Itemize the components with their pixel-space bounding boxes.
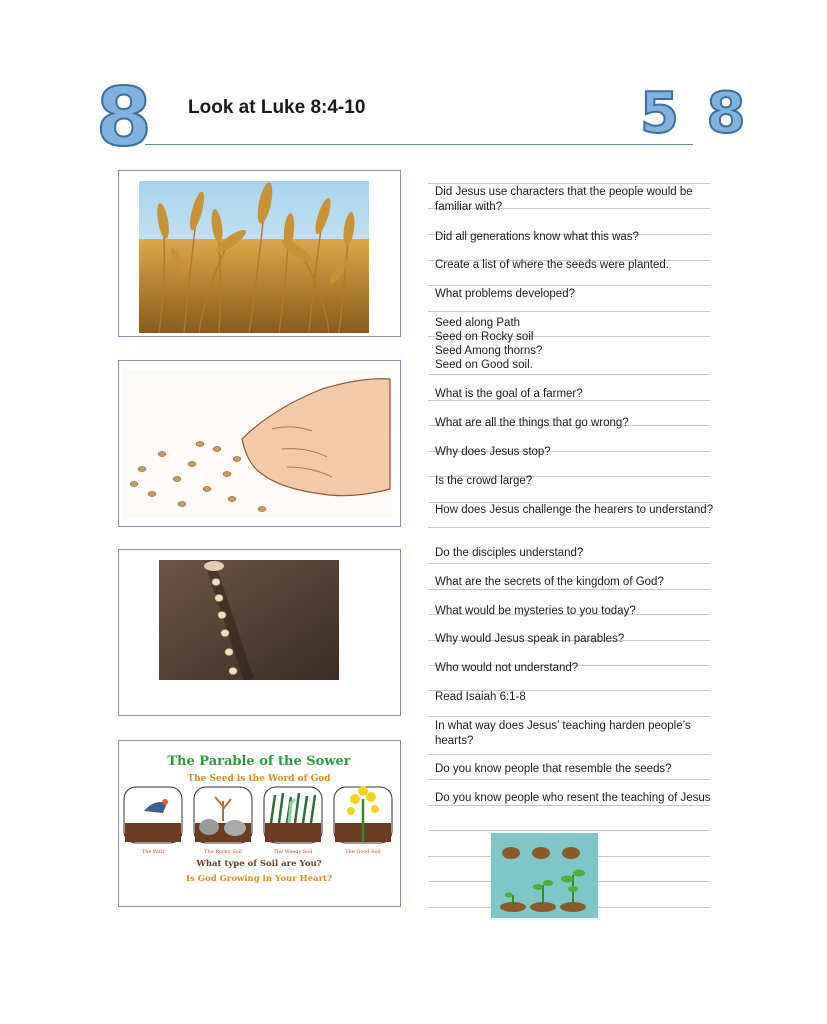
question-item: What problems developed? xyxy=(435,288,575,300)
sower-infographic-frame xyxy=(118,740,401,907)
page-number: 5 8 xyxy=(640,81,750,146)
rocky-soil-icon xyxy=(194,787,252,843)
wheat-image-frame xyxy=(118,170,401,337)
sower-title: The Parable of the Sower xyxy=(167,754,351,769)
question-item: Why does Jesus stop? xyxy=(435,446,551,458)
rule-line xyxy=(428,374,710,375)
wheat-field-image xyxy=(139,181,369,333)
seed-list-item: Seed Among thorns? xyxy=(435,345,543,357)
rule-line xyxy=(428,527,710,528)
sower-subtitle: The Seed is the Word of God xyxy=(187,774,331,784)
soil-image-frame xyxy=(118,549,401,716)
seed-list-item: Seed on Rocky soil xyxy=(435,331,534,343)
rule-line xyxy=(428,183,710,184)
seeds-in-soil-image xyxy=(159,560,339,680)
hand-scattering-seeds-image xyxy=(122,369,392,519)
question-item: Create a list of where the seeds were planted. xyxy=(435,259,669,271)
good-soil-icon xyxy=(334,786,392,843)
path-soil-icon xyxy=(124,787,182,843)
seed-list-item: Seed on Good soil. xyxy=(435,359,533,371)
question-item: Why would Jesus speak in parables? xyxy=(435,633,625,645)
sower-tagline: Is God Growing in Your Heart? xyxy=(186,874,332,884)
rule-line xyxy=(428,830,710,831)
seed-list-item: Seed along Path xyxy=(435,317,521,329)
weedy-soil-icon xyxy=(264,787,322,843)
question-item: What are all the things that go wrong? xyxy=(435,417,629,429)
question-item: In what way does Jesus’ teaching harden people’s hearts? xyxy=(435,720,691,747)
question-item: Is the crowd large? xyxy=(435,475,533,487)
question-item: How does Jesus challenge the hearers to understand? xyxy=(435,504,714,516)
question-item: What are the secrets of the kingdom of God? xyxy=(435,576,664,588)
question-item: Did Jesus use characters that the people would be familiar with? xyxy=(435,186,693,213)
label-rocky-soil: The Rocky Soil xyxy=(204,849,242,855)
soil-question: What type of Soil are You? xyxy=(196,859,322,869)
label-weedy-soil: The Weedy Soil xyxy=(273,849,313,855)
question-item: Read Isaiah 6:1-8 xyxy=(435,691,526,703)
question-item: Do you know people who resent the teaching of Jesus xyxy=(435,792,711,804)
question-item: What would be mysteries to you today? xyxy=(435,605,636,617)
parable-of-sower-infographic xyxy=(119,741,400,906)
rule-line xyxy=(428,716,710,717)
header-divider xyxy=(145,144,693,145)
question-item: Did all generations know what this was? xyxy=(435,231,639,243)
rule-line xyxy=(428,779,710,780)
page-title: Look at Luke 8:4-10 xyxy=(188,97,366,118)
question-item: Do you know people that resemble the seeds? xyxy=(435,763,672,775)
label-path: The Path xyxy=(141,849,165,855)
sprouting-seeds-image xyxy=(491,833,598,918)
question-item: Who would not understand? xyxy=(435,662,579,674)
rule-line xyxy=(428,563,710,564)
rule-line xyxy=(428,285,710,286)
rule-line xyxy=(428,754,710,755)
rule-line xyxy=(428,311,710,312)
hand-image-frame xyxy=(118,360,401,527)
label-good-soil: The Good Soil xyxy=(345,849,381,855)
chapter-number: 8 xyxy=(96,71,152,164)
question-item: Do the disciples understand? xyxy=(435,547,584,559)
question-item: What is the goal of a farmer? xyxy=(435,388,583,400)
